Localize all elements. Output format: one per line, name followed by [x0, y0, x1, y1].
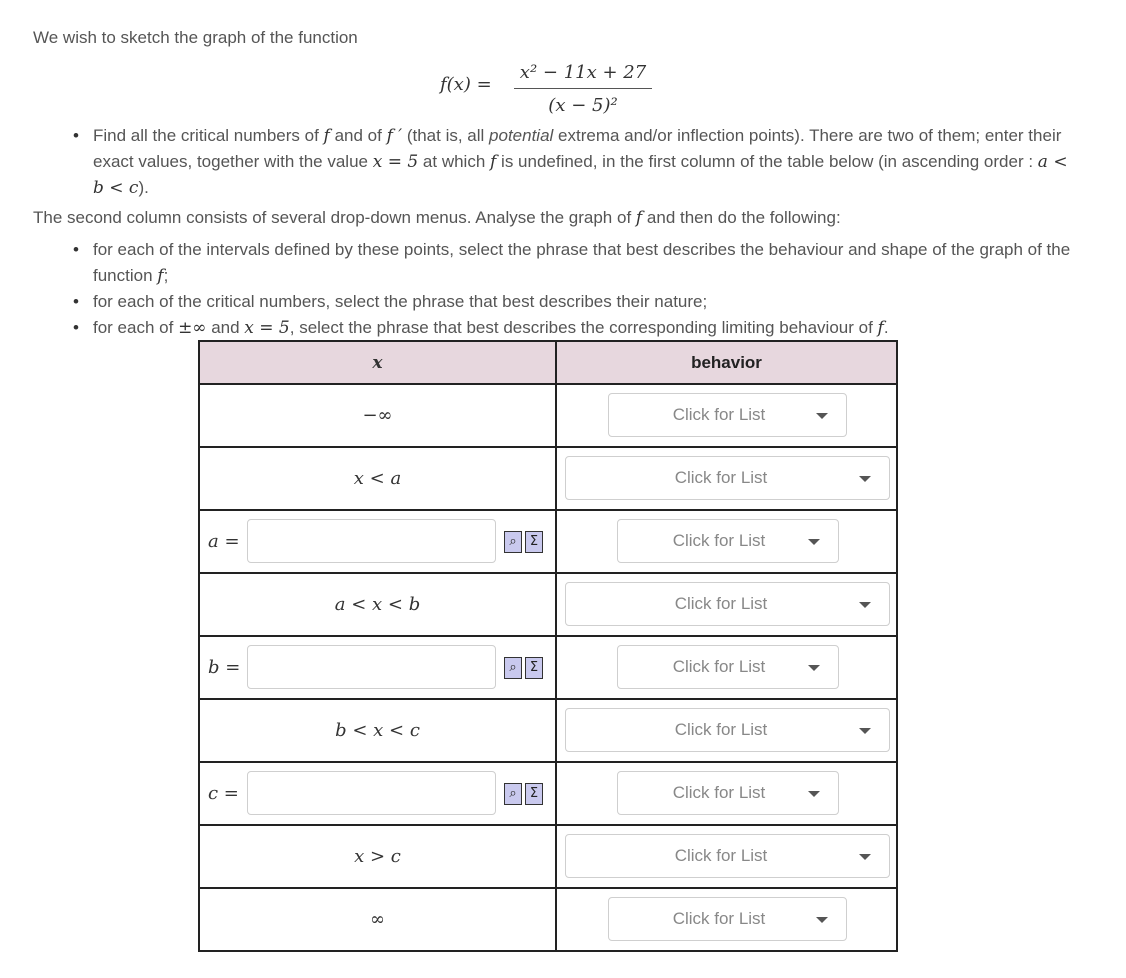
row-label: b < x < c [335, 720, 420, 741]
equation-editor-icon[interactable]: Σ [525, 531, 543, 553]
table-row [199, 699, 897, 762]
chevron-down-icon [859, 476, 871, 482]
chevron-down-icon [816, 917, 828, 923]
equation-editor-icon[interactable]: Σ [525, 783, 543, 805]
behavior-dropdown[interactable]: Click for List [565, 582, 890, 626]
behavior-dropdown[interactable]: Click for List [565, 708, 890, 752]
chevron-down-icon [808, 665, 820, 671]
variable-label-c: c = [208, 783, 239, 804]
list-item: • for each of the intervals defined by these points, select the phrase that best describes the behaviour and shape of the graph of the function f; [33, 237, 1073, 289]
header-x: x [199, 341, 556, 384]
row-label: x < a [353, 468, 402, 489]
intro-text: We wish to sketch the graph of the function [33, 28, 358, 47]
chevron-down-icon [859, 602, 871, 608]
equation-editor-icon[interactable]: Σ [525, 657, 543, 679]
behavior-dropdown[interactable]: Click for List [617, 519, 839, 563]
behavior-table [198, 340, 898, 952]
row-label: −∞ [362, 405, 393, 426]
table-row [199, 573, 897, 636]
table-row [199, 762, 897, 825]
list-item: • Find all the critical numbers of f and of f ′ (that is, all potential extrema and/or inflection points). There are two of them; enter their exact values, together with the value x = 5 at which f is undefined, in the first column of the table below (in ascending order : a < b < c). [33, 123, 1073, 201]
row-label: ∞ [370, 909, 385, 930]
instructions-paragraph: The second column consists of several drop-down menus. Analyse the graph of f and then do the following: [33, 208, 841, 228]
behavior-dropdown[interactable]: Click for List [608, 897, 847, 941]
behavior-dropdown[interactable]: Click for List [617, 645, 839, 689]
row-label: a < x < b [334, 594, 421, 615]
a-value-input[interactable] [247, 519, 496, 563]
preview-icon[interactable]: ⌕ [504, 531, 522, 553]
chevron-down-icon [808, 791, 820, 797]
table-row [199, 636, 897, 699]
variable-label-a: a = [208, 531, 240, 552]
table-row [199, 888, 897, 951]
behavior-dropdown[interactable]: Click for List [565, 834, 890, 878]
behavior-dropdown[interactable]: Click for List [617, 771, 839, 815]
header-behavior: behavior [556, 341, 897, 384]
formula-lhs: f(x) = [440, 74, 492, 95]
chevron-down-icon [816, 413, 828, 419]
chevron-down-icon [859, 854, 871, 860]
function-formula [440, 58, 670, 122]
instructions-list-1 [33, 123, 1073, 201]
table-row [199, 510, 897, 573]
preview-icon[interactable]: ⌕ [504, 783, 522, 805]
chevron-down-icon [859, 728, 871, 734]
table-row [199, 447, 897, 510]
table-row [199, 384, 897, 447]
row-label: x > c [354, 846, 401, 867]
c-value-input[interactable] [247, 771, 496, 815]
list-item: • for each of ±∞ and x = 5, select the phrase that best describes the corresponding limiting behaviour of f. [33, 315, 1073, 341]
variable-label-b: b = [208, 657, 241, 678]
formula-denominator: (x − 5)² [548, 95, 618, 116]
table-row [199, 825, 897, 888]
b-value-input[interactable] [247, 645, 496, 689]
behavior-dropdown[interactable]: Click for List [565, 456, 890, 500]
preview-icon[interactable]: ⌕ [504, 657, 522, 679]
instructions-list-2 [33, 237, 1073, 341]
list-item: • for each of the critical numbers, select the phrase that best describes their nature; [33, 289, 1073, 315]
chevron-down-icon [808, 539, 820, 545]
formula-numerator: x² − 11x + 27 [514, 58, 652, 89]
behavior-dropdown[interactable]: Click for List [608, 393, 847, 437]
